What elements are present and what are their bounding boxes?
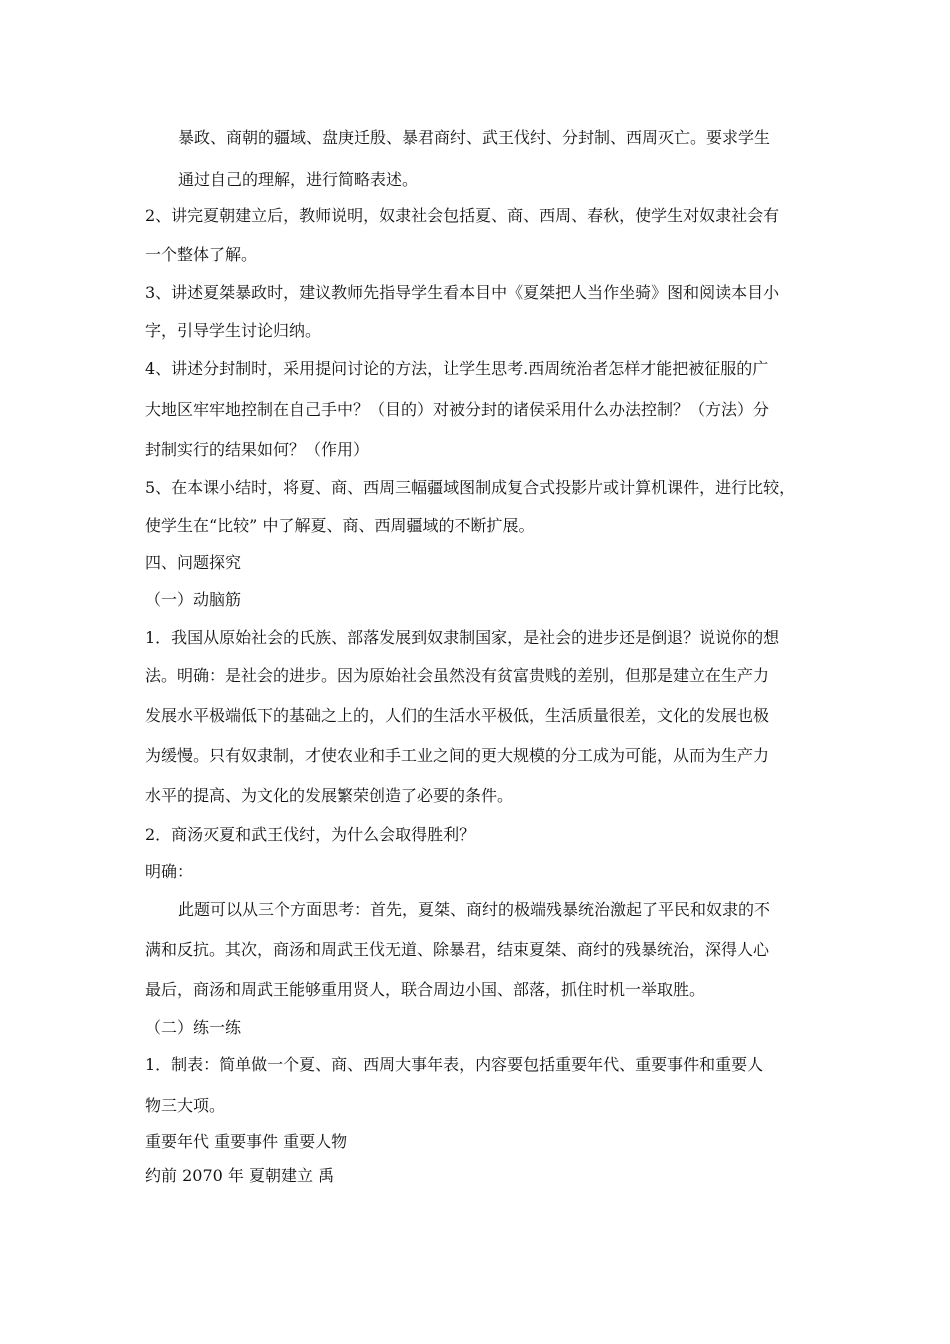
text-line: 为缓慢。只有奴隶制，才使农业和手工业之间的更大规模的分工成为可能，从而为生产力 [145,746,770,765]
text-line: 4、讲述分封制时，采用提问讨论的方法，让学生思考.西周统治者怎样才能把被征服的广 [145,359,769,378]
subsection-heading: （一）动脑筋 [145,590,242,609]
text-line: 使学生在“比较” 中了解夏、商、西周疆域的不断扩展。 [145,516,535,535]
text-line: 暴政、商朝的疆域、盘庚迁殷、暴君商纣、武王伐纣、分封制、西周灭亡。要求学生 [178,128,771,147]
text-line: 发展水平极端低下的基础之上的，人们的生活水平极低，生活质量很差，文化的发展也极 [145,706,770,725]
text-line: 此题可以从三个方面思考：首先，夏桀、商纣的极端残暴统治激起了平民和奴隶的不 [178,900,771,919]
text-line: 1．制表：简单做一个夏、商、西周大事年表，内容要包括重要年代、重要事件和重要人 [145,1055,764,1074]
text-line: 法。明确：是社会的进步。因为原始社会虽然没有贫富贵贱的差别，但那是建立在生产力 [145,666,770,685]
text-line: 大地区牢牢地控制在自己手中？（目的）对被分封的诸侯采用什么办法控制？（方法）分 [145,400,770,419]
table-header-line: 重要年代 重要事件 重要人物 [145,1132,348,1151]
text-line: 封制实行的结果如何？（作用） [145,440,370,459]
text-line: 物三大项。 [145,1096,226,1115]
text-line: 5、在本课小结时，将夏、商、西周三幅疆域图制成复合式投影片或计算机课件，进行比较， [145,478,796,497]
text-line: 2、讲完夏朝建立后，教师说明，奴隶社会包括夏、商、西周、春秋，使学生对奴隶社会有 [145,206,780,225]
section-heading: 四、问题探究 [145,553,242,572]
text-line: 最后，商汤和周武王能够重用贤人，联合周边小国、部落，抓住时机一举取胜。 [145,980,706,999]
text-line: 满和反抗。其次，商汤和周武王伐无道、除暴君，结束夏桀、商纣的残暴统治，深得人心 [145,940,770,959]
text-line: 一个整体了解。 [145,245,258,264]
text-line: 明确： [145,862,194,881]
subsection-heading: （二）练一练 [145,1018,242,1037]
text-line: 通过自己的理解，进行简略表述。 [178,170,419,189]
text-line: 水平的提高、为文化的发展繁荣创造了必要的条件。 [145,786,514,805]
text-line: 1．我国从原始社会的氏族、部落发展到奴隶制国家，是社会的进步还是倒退？说说你的想 [145,628,780,647]
text-line: 3、讲述夏桀暴政时，建议教师先指导学生看本目中《夏桀把人当作坐骑》图和阅读本目小 [145,283,780,302]
table-row-line: 约前 2070 年 夏朝建立 禹 [145,1166,335,1185]
text-line: 字，引导学生讨论归纳。 [145,321,322,340]
text-line: 2．商汤灭夏和武王伐纣，为什么会取得胜利？ [145,825,476,844]
